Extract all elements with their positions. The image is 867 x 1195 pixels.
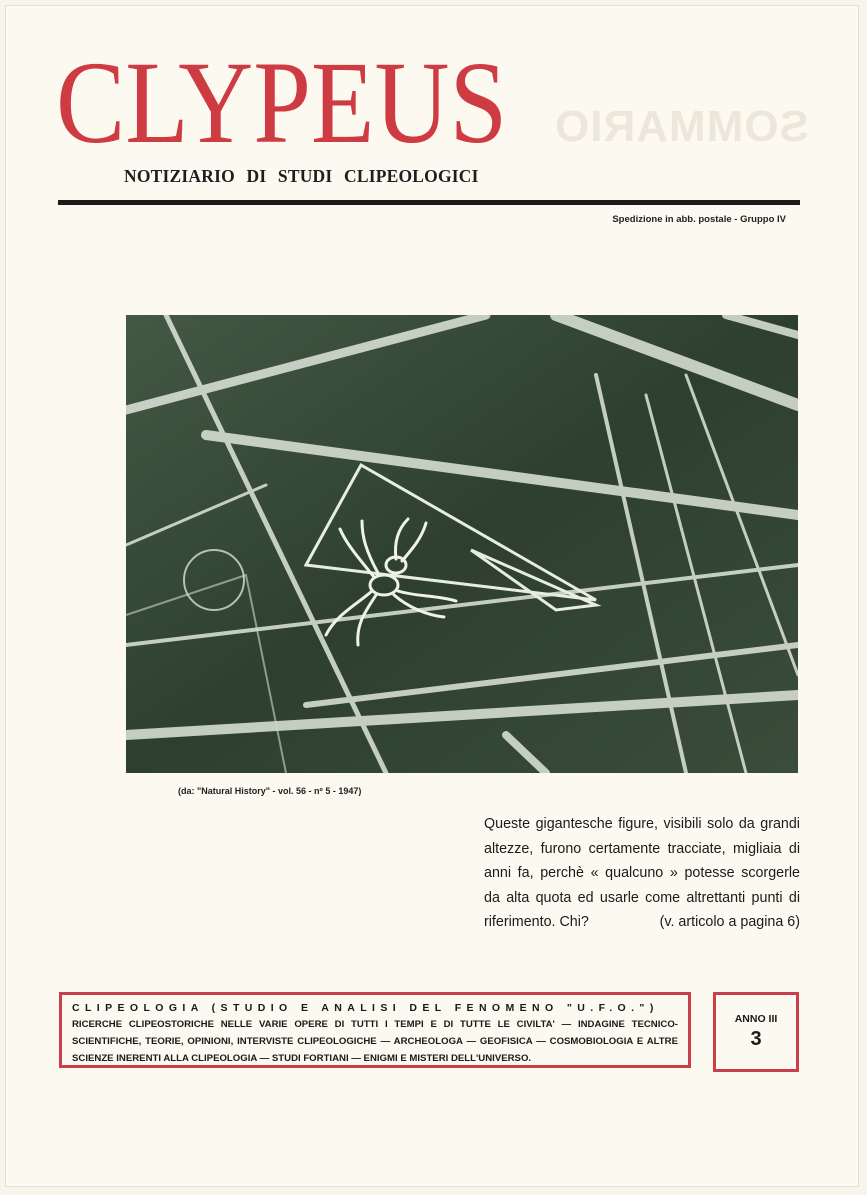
description-text: Queste gigantesche figure, visibili solo da grandi altezze, furono certamente tracciate, migliaia di anni fa, perchè « qualcuno » potesse scorgerle da alta quota ed usarle come altrettanti punti di riferimento. Chi?	[484, 816, 800, 930]
nazca-spider-image	[126, 315, 798, 773]
magazine-cover	[6, 6, 858, 1186]
masthead-subtitle: NOTIZIARIO DI STUDI CLIPEOLOGICI	[124, 166, 479, 186]
issue-box	[713, 992, 799, 1072]
photo-caption: (da: "Natural History" - vol. 56 - nº 5 - 1947)	[178, 786, 362, 796]
topics-banner	[59, 992, 691, 1068]
masthead-title: CLYPEUS	[56, 37, 508, 168]
issue-number: 3	[750, 1028, 762, 1050]
photo-description	[484, 812, 800, 935]
masthead-rule	[58, 200, 800, 205]
article-reference: (v. articolo a pagina 6)	[659, 914, 800, 930]
aerial-photo-nazca-spider	[126, 315, 798, 773]
issue-year: ANNO III	[734, 1013, 778, 1025]
postal-note: Spedizione in abb. postale - Gruppo IV	[612, 214, 786, 225]
banner-body: RICERCHE CLIPEOSTORICHE NELLE VARIE OPERE DI TUTTI I TEMPI E DI TUTTE LE CIVILTA' — INDAGINE TECNICO-SCIENTIFICHE, TEORIE, OPINIONI, INTERVISTE CLIPEOLOGICHE — ARCHEOLOGA — GEOFISICA — COSMOBIOLOGIA E ALTRE SCIENZE INERENTI ALLA CLIPEOLOGIA — STUDI FORTIANI — ENIGMI E MISTERI DELL'UNIVERSO.	[72, 1019, 678, 1064]
banner-heading: CLIPEOLOGIA (STUDIO E ANALISI DEL FENOMENO "U.F.O.")	[72, 1002, 659, 1014]
show-through-text: SOMMARIO	[554, 102, 809, 151]
